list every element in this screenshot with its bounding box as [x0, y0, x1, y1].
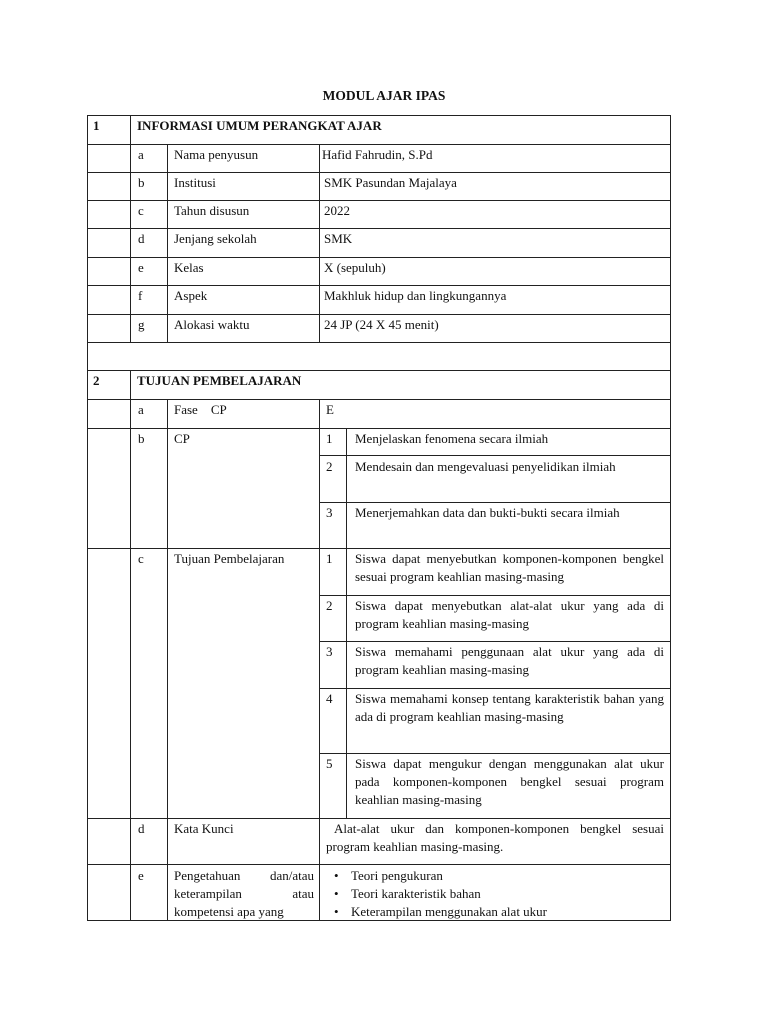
- table-rule: [87, 428, 671, 429]
- row-value: Hafid Fahrudin, S.Pd: [322, 147, 433, 162]
- row-label: Tahun disusun: [174, 203, 250, 218]
- bullet-list: [332, 867, 547, 921]
- item-text: Siswa dapat menyebutkan komponen-komponen bengkel sesuai program keahlian masing-masing: [355, 551, 664, 584]
- row-label: Tujuan Pembelajaran: [174, 551, 285, 566]
- table-rule: [87, 144, 671, 145]
- row-letter: a: [138, 147, 144, 162]
- table-rule: [87, 548, 671, 549]
- item-text: Mendesain dan mengevaluasi penyelidikan ilmiah: [355, 459, 616, 474]
- table-rule: [670, 115, 671, 921]
- section-number: 1: [93, 118, 100, 133]
- table-rule: [87, 285, 671, 286]
- row-label: Nama penyusun: [174, 147, 259, 162]
- table-rule: [87, 257, 671, 258]
- bullet-item: • Teori pengukuran: [332, 867, 547, 885]
- section-number: 2: [93, 373, 100, 388]
- table-rule: [320, 455, 671, 456]
- document-title: MODUL AJAR IPAS: [322, 88, 446, 103]
- table-rule: [320, 641, 671, 642]
- row-letter: b: [138, 175, 145, 190]
- table-rule: [320, 502, 671, 503]
- item-text: Siswa dapat mengukur dengan menggunakan alat ukur pada komponen-komponen bengkel sesuai program keahlian masing-masing: [355, 756, 664, 807]
- item-number: 3: [326, 644, 333, 659]
- row-letter: a: [138, 402, 144, 417]
- row-label: Kata Kunci: [174, 821, 234, 836]
- table-rule: [320, 753, 671, 754]
- item-text: Siswa memahami konsep tentang karakteristik bahan yang ada di program keahlian masing-masing: [355, 691, 664, 724]
- table-rule: [346, 428, 347, 819]
- row-value: Makhluk hidup dan lingkungannya: [324, 288, 507, 303]
- row-label: Jenjang sekolah: [174, 231, 257, 246]
- row-letter: c: [138, 551, 144, 566]
- item-text: Menjelaskan fenomena secara ilmiah: [355, 431, 549, 446]
- bullet-item: • Keterampilan menggunakan alat ukur: [332, 903, 547, 921]
- row-label: Alokasi waktu: [174, 317, 250, 332]
- row-letter: d: [138, 821, 145, 836]
- row-letter: d: [138, 231, 145, 246]
- row-letter: e: [138, 260, 144, 275]
- bullet-item: • Teori karakteristik bahan: [332, 885, 547, 903]
- row-label: Aspek: [174, 288, 208, 303]
- table-rule: [87, 115, 88, 921]
- item-number: 1: [326, 431, 333, 446]
- row-letter: f: [138, 288, 143, 303]
- table-rule: [130, 115, 131, 343]
- row-value: SMK Pasundan Majalaya: [324, 175, 457, 190]
- row-letter: b: [138, 431, 145, 446]
- table-rule: [319, 399, 320, 921]
- row-letter: e: [138, 868, 144, 883]
- row-letter: g: [138, 317, 145, 332]
- table-rule: [130, 370, 131, 921]
- row-label: Kelas: [174, 260, 204, 275]
- table-rule: [87, 864, 671, 865]
- row-value: X (sepuluh): [324, 260, 386, 275]
- table-rule: [320, 688, 671, 689]
- table-rule: [87, 342, 671, 343]
- item-text: Menerjemahkan data dan bukti-bukti secara ilmiah: [355, 505, 620, 520]
- table-rule: [87, 200, 671, 201]
- row-value: SMK: [324, 231, 353, 246]
- row-label: Institusi: [174, 175, 216, 190]
- table-rule: [87, 818, 671, 819]
- table-rule: [87, 314, 671, 315]
- item-number: 4: [326, 691, 333, 706]
- row-value: 24 JP (24 X 45 menit): [324, 317, 439, 332]
- item-number: 1: [326, 551, 333, 566]
- table-rule: [87, 370, 671, 371]
- row-value: Alat-alat ukur dan komponen-komponen bengkel sesuai program keahlian masing-masing.: [326, 821, 664, 854]
- row-label: CP: [174, 431, 190, 446]
- table-rule: [87, 115, 671, 116]
- table-rule: [319, 144, 320, 343]
- row-label: Fase CP: [174, 402, 227, 417]
- table-rule: [87, 172, 671, 173]
- row-letter: c: [138, 203, 144, 218]
- table-rule: [87, 399, 671, 400]
- table-rule: [167, 144, 168, 343]
- item-number: 3: [326, 505, 333, 520]
- row-value: 2022: [324, 203, 350, 218]
- row-label: Pengetahuan dan/atau keterampilan atau kompetensi apa yang: [174, 868, 314, 919]
- section-heading: TUJUAN PEMBELAJARAN: [137, 373, 302, 388]
- table-rule: [320, 595, 671, 596]
- table-rule: [87, 228, 671, 229]
- item-number: 5: [326, 756, 333, 771]
- item-number: 2: [326, 459, 333, 474]
- table-rule: [167, 399, 168, 921]
- item-number: 2: [326, 598, 333, 613]
- item-text: Siswa dapat menyebutkan alat-alat ukur yang ada di program keahlian masing-masing: [355, 598, 664, 631]
- item-text: Siswa memahami penggunaan alat ukur yang ada di program keahlian masing-masing: [355, 644, 664, 677]
- section-heading: INFORMASI UMUM PERANGKAT AJAR: [137, 118, 382, 133]
- row-value: E: [326, 402, 334, 417]
